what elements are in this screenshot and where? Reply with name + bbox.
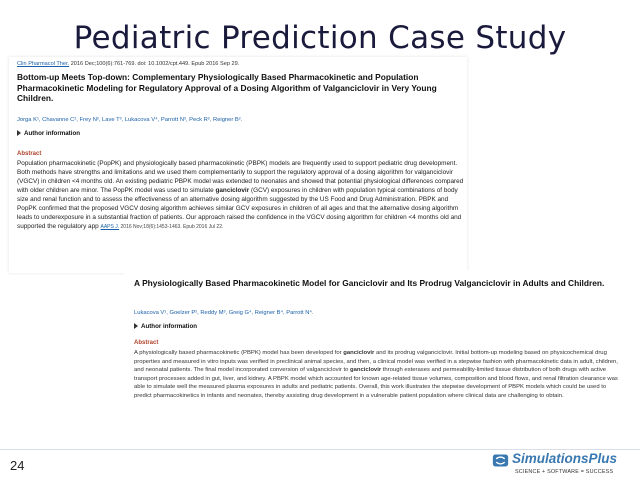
overlay-journal-link[interactable]: AAPS J.: [100, 224, 120, 231]
article-card-1: [9, 57, 467, 273]
slide-title: Pediatric Prediction Case Study: [73, 20, 567, 56]
journal-link[interactable]: Clin Pharmacol Ther.: [17, 61, 70, 67]
abstract-2-part-b: and its prodrug valganciclovir. Initial bottom-up modeling based on physicochemical drug properties and measured in vitro inputs was verified in preclinical animal species, and then, a clinical model was verified in a stepwise fashion with pharmacokinetic data in adult, children, and neonatal patients. The final model incorporated conversion of valganciclovir to: [134, 350, 618, 374]
author-info-label: Author information: [141, 323, 198, 330]
simulationsplus-logo: [488, 451, 638, 481]
overlay-citation-meta: 2016 Nov;18(6):1453-1463. Epub 2016 Jul 22.: [119, 224, 224, 231]
abstract-1-part-a: Population pharmacokinetic (PopPK) and physiologically based pharmacokinetic (PBPK) models are frequently used to support pediatric drug development. Both methods have strengths and limitations and we used them complementarily to support the regulatory approval of a dosing algorithm for valganciclovir (VGCV) in children <4 months old. An existing pediatric PBPK model was extended to neonates and showed that potential physiological differences compared with older children are minor. The PopPK model was used to simulate: [17, 160, 464, 195]
author-information-toggle-2[interactable]: [134, 323, 197, 330]
citation-1: [17, 61, 239, 67]
author-info-label: Author information: [24, 130, 81, 137]
article-2-authors[interactable]: Lukacova V¹, Goelzer P², Reddy M³, Greig G⁴, Reigner B⁴, Parrott N⁴.: [134, 310, 314, 316]
footer-divider: [0, 449, 640, 450]
article-1-title: Bottom-up Meets Top-down: Complementary Physiologically Based Pharmacokinetic and Population Pharmacokinetic Modeling for Regulatory Approval of a Dosing Algorithm of Valganciclovir in Very Young Children.: [17, 72, 437, 104]
abstract-1-keyword: ganciclovir: [215, 187, 250, 195]
abstract-text-2: [134, 349, 618, 401]
article-2-title: A Physiologically Based Pharmacokinetic Model for Ganciclovir and Its Prodrug Valganciclovir in Adults and Children.: [134, 278, 605, 288]
abstract-2-keyword-a: ganciclovir: [343, 350, 375, 356]
logo-mark-icon: [492, 452, 509, 469]
abstract-2-part-a: A physiologically based pharmacokinetic (PBPK) model has been developed for: [134, 350, 344, 356]
abstract-1-part-b: (GCV) exposures in children with population typical combinations of body size and renal function and to assess the effectiveness of an alternative dosing algorithm suggested by the US Food and Drug Administration. PBPK and PopPK confirmed that the proposed VGCV dosing algorithm achieves similar GCV exposures in children of all ages and that the alternative dosing algorithm leads to underexposure in a substantial fraction of patients. Our approach raised the confidence in the VGCV dosing algorithm for children <4 months old and supported the regulatory app: [17, 187, 462, 231]
abstract-2-keyword-b: ganciclovir: [350, 367, 382, 374]
abstract-heading-2: Abstract: [134, 340, 159, 346]
article-card-2: [124, 270, 624, 458]
abstract-heading-1: Abstract: [17, 151, 42, 157]
author-information-toggle-1[interactable]: [17, 130, 80, 137]
page-number: 24: [10, 458, 25, 473]
logo-name: SimulationsPlus: [512, 451, 618, 466]
abstract-2-part-c: through esterases and permeability-limited tissue distribution of both drugs with active transport processes added in gut, liver, and kidney. A PBPK model which accounted for known age-related tissue volumes, composition and blood flows, and renal filtration clearance was able to simulate well the measured plasma exposures in adults and pediatric patients. Overall, this work illustrates the stepwise development of PBPK models which could be used to predict pharmacokinetics in infants and neonates, thereby assisting drug development in a vulnerable patient population where clinical data are challenging to obtain.: [134, 367, 618, 399]
caret-right-icon: [134, 323, 138, 329]
citation-details: 2016 Dec;100(6):761-769. doi: 10.1002/cpt.449. Epub 2016 Sep 29.: [69, 61, 240, 67]
abstract-text-1: [17, 159, 467, 232]
logo-tagline: SCIENCE + SOFTWARE = SUCCESS: [515, 469, 614, 475]
article-1-authors[interactable]: Jorga K¹, Chavanne C², Frey N², Lave T³, Lukacova V⁴, Parrott N³, Peck R², Reigner B².: [17, 117, 243, 123]
caret-right-icon: [17, 130, 21, 136]
